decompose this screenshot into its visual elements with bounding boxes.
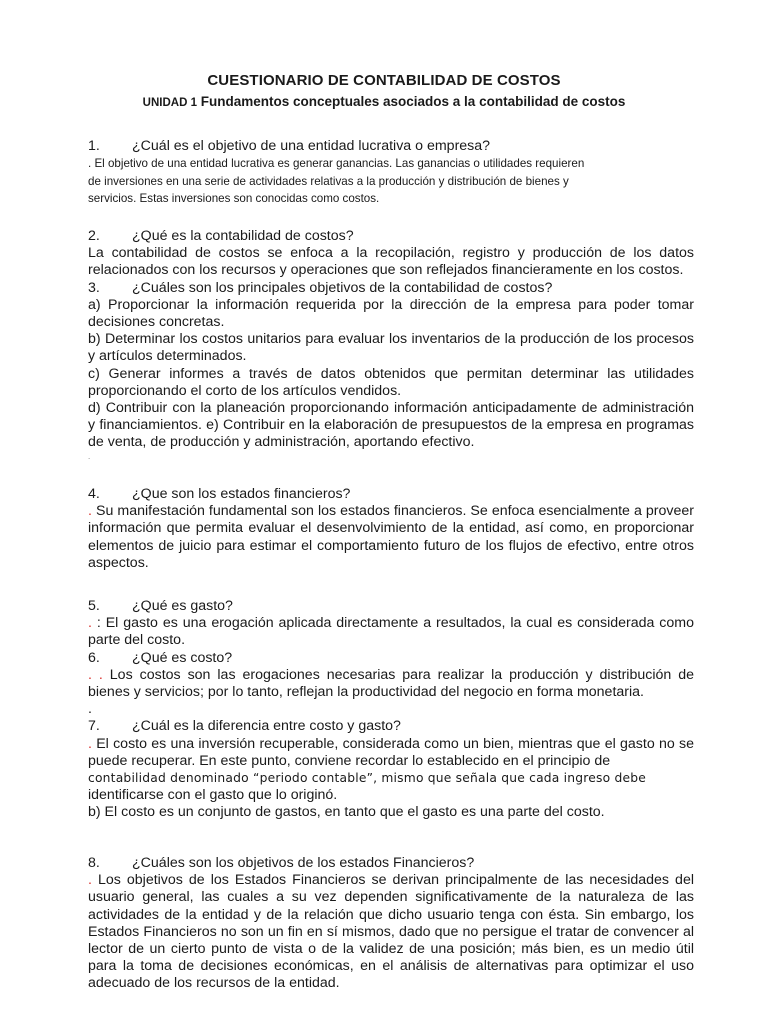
- question-1-answer: . El objetivo de una entidad lucrativa es generar ganancias. Las ganancias o utilidades requieren de inversiones en una serie de actividades relativas a la producción y distribución de bienes y servicios. Estas inversiones son conocidas como costos.: [88, 157, 585, 206]
- question-7-answer-principle: contabilidad denominado “periodo contable”, mismo que señala que cada ingreso debe: [88, 771, 646, 786]
- question-8: [88, 855, 694, 993]
- question-7-item-b: b) El costo es un conjunto de gastos, en tanto que el gasto es una parte del costo.: [88, 804, 605, 821]
- question-5-answer: . : El gasto es una erogación aplicada directamente a resultados, la cual es considerada como parte del costo.: [88, 615, 694, 649]
- question-7-answer: . El costo es una inversión recuperable, considerada como un bien, mientras que el gasto no se puede recuperar. En este punto, conviene recordar lo establecido en el principio de: [88, 735, 694, 769]
- document-title: CUESTIONARIO DE CONTABILIDAD DE COSTOS: [207, 72, 561, 89]
- question-2: [88, 228, 694, 462]
- question-1-heading: 1. ¿Cuál es el objetivo de una entidad lucrativa o empresa?: [88, 138, 491, 154]
- question-6-trailing-dot: .: [88, 701, 92, 718]
- question-3-item-c: c) Generar informes a través de datos obtenidos que permitan determinar las utilidades proporcionando el corto de los artículos vendidos.: [88, 365, 694, 399]
- question-7-answer-end: identificarse con el gasto que lo originó.: [88, 787, 338, 804]
- document-subtitle: [0, 94, 768, 109]
- question-2-answer: La contabilidad de costos se enfoca a la recopilación, registro y producción de los datos relacionados con los recursos y operaciones que son reflejados financieramente en los costos.: [88, 245, 694, 279]
- unit-title: Fundamentos conceptuales asociados a la contabilidad de costos: [200, 94, 626, 109]
- question-3-item-d: d) Contribuir con la planeación proporcionando información anticipadamente de administración y financiamientos. e) Contribuir en la elaboración de presupuestos de la empresa en programas de venta, de producción y administración, aportando efectivo.: [88, 400, 694, 451]
- question-3-item-b: b) Determinar los costos unitarios para evaluar los inventarios de la producción de los procesos y artículos determinados.: [88, 331, 694, 365]
- question-5: [88, 598, 694, 822]
- question-1: [88, 138, 694, 208]
- question-3-item-a: a) Proporcionar la información requerida por la dirección de la empresa para poder tomar decisiones concretas.: [88, 296, 694, 331]
- question-8-answer: . Los objetivos de los Estados Financieros se derivan principalmente de las necesidades del usuario general, las cuales a su vez dependen significativamente de la naturaleza de las actividades de la entidad y de la relación que dicho usuario tenga con ésta. Sin embargo, los Estados Financieros no son un fin en sí mismos, dado que no persigue el tratar de convencer al lector de un cierto punto de vista o de la validez de una posición; más bien, es un medio útil para la toma de decisiones económicas, en el análisis de alternativas para optimizar el uso adecuado de los recursos de la entidad.: [88, 872, 694, 992]
- question-5-heading: 5. ¿Qué es gasto?: [88, 598, 233, 614]
- question-4-heading: 4. ¿Que son los estados financieros?: [88, 486, 351, 502]
- question-2-heading: 2. ¿Qué es la contabilidad de costos?: [88, 228, 354, 244]
- question-3-trailing-dot: .: [88, 451, 91, 461]
- question-6-heading: 6. ¿Qué es costo?: [88, 649, 233, 666]
- question-4-answer: . Su manifestación fundamental son los estados financieros. Se enfoca esencialmente a proveer información que permita evaluar el desenvolvimiento de la entidad, así como, en proporcionar elementos de juicio para estimar el comportamiento futuro de los flujos de efectivo, entre otros aspectos.: [88, 503, 694, 571]
- question-4: [88, 486, 694, 572]
- question-8-heading: 8. ¿Cuáles son los objetivos de los estados Financieros?: [88, 855, 475, 871]
- question-3-heading: 3. ¿Cuáles son los principales objetivos de la contabilidad de costos?: [88, 279, 553, 296]
- question-7-heading: 7. ¿Cuál es la diferencia entre costo y gasto?: [88, 718, 401, 735]
- question-6-answer: . . Los costos son las erogaciones necesarias para realizar la producción y distribución de bienes y servicios; por lo tanto, reflejan la productividad del negocio en forma monetaria.: [88, 666, 694, 701]
- unit-label: UNIDAD 1: [142, 97, 197, 109]
